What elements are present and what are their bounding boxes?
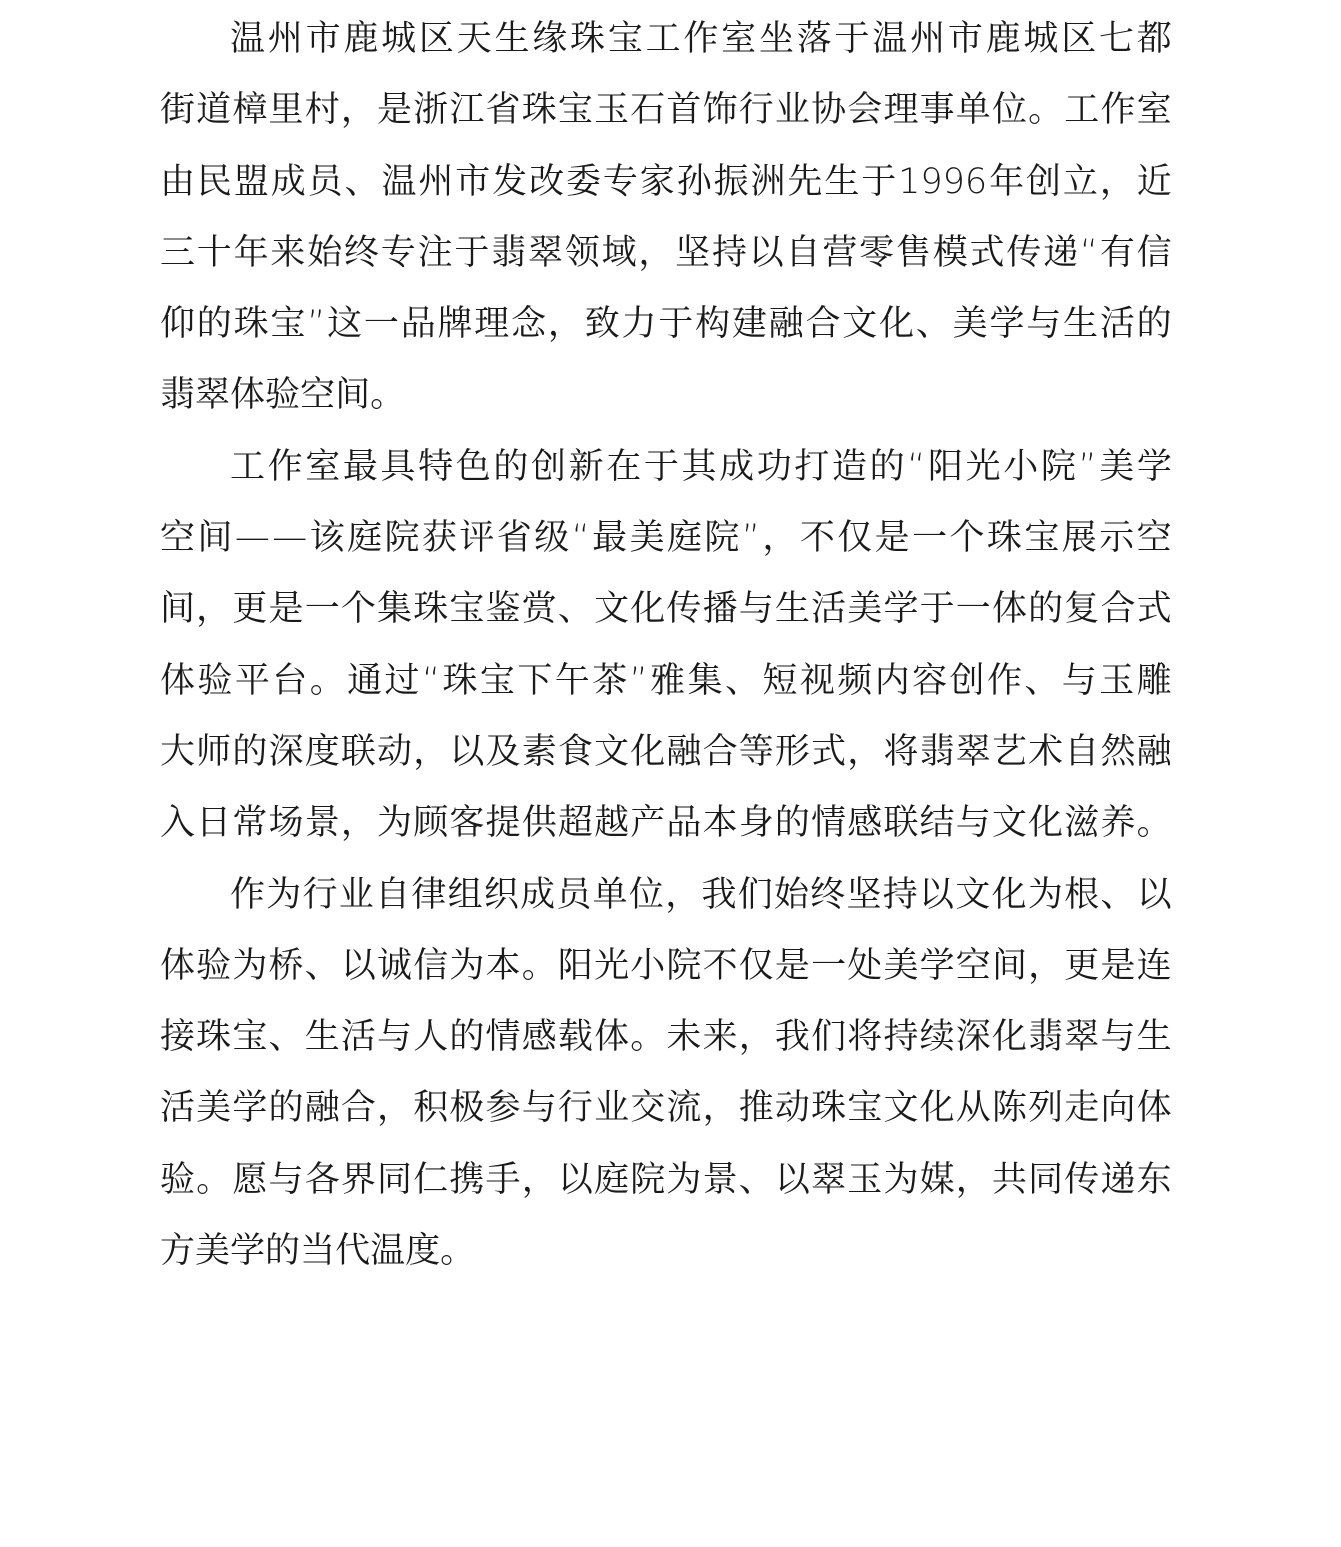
text-line: 街 道 樟 里 村 ， 是 浙 江 省 珠 宝 玉 石 首 饰 行 业 协 会 理 事 单 位 。 工 作 室	[160, 90, 1172, 131]
text-line: 间 ， 更 是 一 个 集 珠 宝 鉴 赏 、 文 化 传 播 与 生 活 美 学 于 一 体 的 复 合 式	[160, 589, 1172, 630]
text-line: 空 间 — — 该 庭 院 获 评 省 级 “ 最 美 庭 院 ” ， 不 仅 是 一 个 珠 宝 展 示 空	[160, 518, 1172, 559]
text-line: 方 美 学 的 当 代 温 度 。	[160, 1231, 476, 1272]
document-body	[160, 4, 1172, 1287]
text-line: 仰 的 珠 宝 ” 这 一 品 牌 理 念 ， 致 力 于 构 建 融 合 文 化 、 美 学 与 生 活 的	[160, 304, 1172, 345]
text-line: 作 为 行 业 自 律 组 织 成 员 单 位 ， 我 们 始 终 坚 持 以 文 化 为 根 、 以	[230, 874, 1172, 915]
text-line: 入 日 常 场 景 ， 为 顾 客 提 供 超 越 产 品 本 身 的 情 感 联 结 与 文 化 滋 养 。	[160, 803, 1172, 844]
text-line: 翡 翠 体 验 空 间 。	[160, 375, 406, 416]
text-line: 三 十 年 来 始 终 专 注 于 翡 翠 领 域 ， 坚 持 以 自 营 零 售 模 式 传 递 “ 有 信	[160, 232, 1172, 273]
paragraph	[160, 432, 1172, 860]
text-line: 接 珠 宝 、 生 活 与 人 的 情 感 载 体 。 未 来 ， 我 们 将 持 续 深 化 翡 翠 与 生	[160, 1017, 1172, 1058]
text-line: 体 验 平 台 。 通 过 “ 珠 宝 下 午 茶 ” 雅 集 、 短 视 频 内 容 创 作 、 与 玉 雕	[160, 660, 1172, 701]
text-line: 验 。 愿 与 各 界 同 仁 携 手 ， 以 庭 院 为 景 、 以 翠 玉 为 媒 ， 共 同 传 递 东	[160, 1159, 1172, 1200]
text-line: 活 美 学 的 融 合 ， 积 极 参 与 行 业 交 流 ， 推 动 珠 宝 文 化 从 陈 列 走 向 体	[160, 1088, 1172, 1129]
paragraph	[160, 4, 1172, 432]
text-line: 体 验 为 桥 、 以 诚 信 为 本 。 阳 光 小 院 不 仅 是 一 处 美 学 空 间 ， 更 是 连	[160, 945, 1172, 986]
text-line: 由 民 盟 成 员 、 温 州 市 发 改 委 专 家 孙 振 洲 先 生 于 1996 年 创 立 ， 近	[160, 161, 1172, 202]
text-line: 大 师 的 深 度 联 动 ， 以 及 素 食 文 化 融 合 等 形 式 ， 将 翡 翠 艺 术 自 然 融	[160, 731, 1172, 772]
paragraph	[160, 860, 1172, 1288]
text-line: 工 作 室 最 具 特 色 的 创 新 在 于 其 成 功 打 造 的 “ 阳 光 小 院 ” 美 学	[230, 446, 1172, 487]
text-line: 温 州 市 鹿 城 区 天 生 缘 珠 宝 工 作 室 坐 落 于 温 州 市 鹿 城 区 七 都	[230, 19, 1172, 59]
